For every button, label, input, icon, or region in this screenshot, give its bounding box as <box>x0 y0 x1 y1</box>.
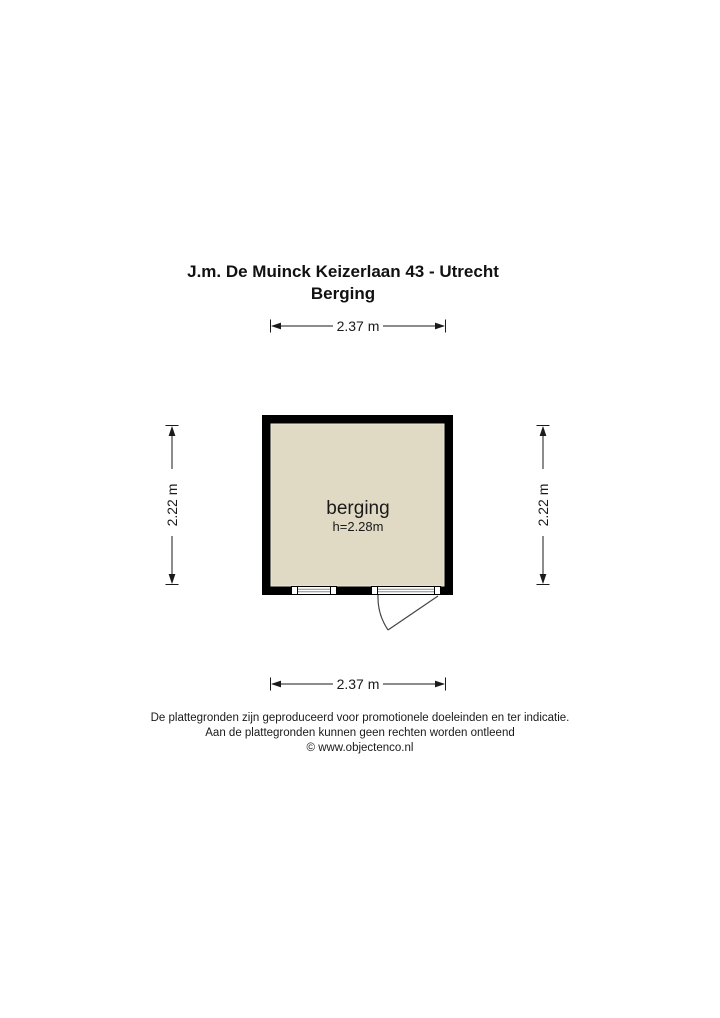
room-name-label: berging <box>326 498 390 519</box>
dimension-bottom-label: 2.37 m <box>336 676 380 692</box>
dimension-left-label: 2.22 m <box>164 483 180 527</box>
door-frame <box>372 587 441 595</box>
door-swing <box>378 595 438 630</box>
dimension-right <box>535 426 551 585</box>
room-berging <box>262 415 453 595</box>
page-title-address: J.m. De Muinck Keizerlaan 43 - Utrecht <box>187 262 499 281</box>
disclaimer-line-1: De plattegronden zijn geproduceerd voor promotionele doeleinden en ter indicatie. <box>150 712 570 724</box>
disclaimer-block <box>0 711 720 756</box>
dimension-top <box>271 318 446 334</box>
door-swing-arc <box>378 595 388 630</box>
page-title-subtitle: Berging <box>310 284 376 303</box>
door-opening <box>372 587 441 595</box>
copyright-line: © www.objectenco.nl <box>306 742 414 754</box>
dimension-left <box>164 426 180 585</box>
room-ceiling-height-label: h=2.28m <box>332 519 384 534</box>
dimension-right-label: 2.22 m <box>535 483 551 527</box>
disclaimer-line-2: Aan de plattegronden kunnen geen rechten worden ontleend <box>205 727 515 739</box>
door-leaf <box>388 596 438 630</box>
window-frame <box>292 587 337 595</box>
dimension-top-label: 2.37 m <box>336 318 380 334</box>
dimension-bottom <box>271 676 446 692</box>
window <box>292 587 337 595</box>
